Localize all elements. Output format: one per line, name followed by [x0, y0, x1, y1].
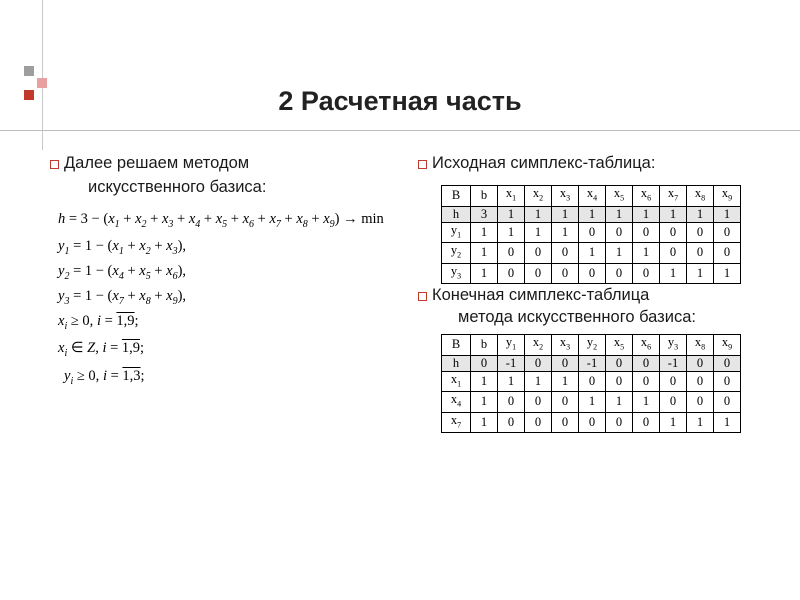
- table-header-cell: $x_9$: [714, 186, 741, 207]
- table-cell: 1: [579, 392, 606, 413]
- table-cell: $x_4$: [442, 392, 471, 413]
- table-cell: 1: [660, 206, 687, 222]
- table-header-cell: $y_2$: [579, 335, 606, 356]
- table-header-cell: $x_9$: [714, 335, 741, 356]
- table-cell: $y_2$: [442, 243, 471, 264]
- table-cell: 1: [471, 243, 498, 264]
- table-header-row: [442, 335, 741, 356]
- table-row: [442, 371, 741, 392]
- table-cell: 0: [525, 243, 552, 264]
- table-header-cell: $x_8$: [687, 186, 714, 207]
- table-header-cell: b: [471, 186, 498, 207]
- corner-decoration: [0, 0, 52, 150]
- table-header-row: [442, 186, 741, 207]
- table-cell: 1: [498, 206, 525, 222]
- table-header-cell: B: [442, 186, 471, 207]
- table-cell: 1: [687, 412, 714, 433]
- final-table-label-line2: метода искусственного базиса:: [458, 308, 696, 326]
- table-cell: 1: [471, 412, 498, 433]
- table-header-cell: $x_4$: [579, 186, 606, 207]
- table-header-cell: $x_6$: [633, 335, 660, 356]
- table-cell: 0: [633, 371, 660, 392]
- table-cell: 1: [633, 392, 660, 413]
- table-cell: 1: [525, 206, 552, 222]
- table-row: [442, 412, 741, 433]
- table-cell: 1: [525, 222, 552, 243]
- decor-square-gray: [24, 66, 34, 76]
- table-cell: 0: [714, 355, 741, 371]
- table-row: [442, 392, 741, 413]
- table-cell: 0: [525, 355, 552, 371]
- formula-y2: $y_2 = 1 - (x_4 + x_5 + x_6)$,: [58, 263, 187, 282]
- table-cell: 1: [579, 206, 606, 222]
- table-header-cell: $x_7$: [660, 186, 687, 207]
- table-cell: 0: [498, 243, 525, 264]
- table-cell: 1: [471, 371, 498, 392]
- table-cell: 0: [714, 222, 741, 243]
- table-cell: 1: [687, 263, 714, 284]
- table-cell: 1: [633, 206, 660, 222]
- table-cell: 0: [498, 263, 525, 284]
- bullet-square-icon: [418, 160, 427, 169]
- table-cell: 1: [525, 371, 552, 392]
- table-header-cell: $x_2$: [525, 335, 552, 356]
- table-cell: 0: [687, 371, 714, 392]
- table-header-cell: B: [442, 335, 471, 356]
- table-cell: 0: [579, 412, 606, 433]
- table-cell: $y_3$: [442, 263, 471, 284]
- table-cell: h: [442, 355, 471, 371]
- table-cell: 0: [525, 263, 552, 284]
- table-cell: 0: [552, 412, 579, 433]
- table-cell: 1: [633, 243, 660, 264]
- left-text-line1: Далее решаем методом: [64, 154, 250, 172]
- table-header-cell: b: [471, 335, 498, 356]
- table-row: [442, 206, 741, 222]
- formula-y3: $y_3 = 1 - (x_7 + x_8 + x_9)$,: [58, 288, 187, 307]
- bullet-square-icon: [418, 292, 427, 301]
- table-cell: 0: [606, 263, 633, 284]
- table-cell: 1: [552, 206, 579, 222]
- table-header-cell: $x_1$: [498, 186, 525, 207]
- table-cell: $x_1$: [442, 371, 471, 392]
- table-cell: 0: [471, 355, 498, 371]
- table-cell: 0: [552, 263, 579, 284]
- table-cell: 1: [471, 263, 498, 284]
- bullet-square-icon: [50, 160, 59, 169]
- table-cell: 0: [552, 355, 579, 371]
- table-header-cell: $x_5$: [606, 335, 633, 356]
- table-cell: 1: [471, 392, 498, 413]
- table-cell: 0: [714, 371, 741, 392]
- table-cell: 1: [714, 206, 741, 222]
- table-cell: 1: [660, 263, 687, 284]
- table-cell: 0: [606, 412, 633, 433]
- table-cell: -1: [579, 355, 606, 371]
- table-cell: 0: [498, 412, 525, 433]
- decor-vertical-line: [42, 0, 43, 150]
- table-header-cell: $x_6$: [633, 186, 660, 207]
- table-cell: 0: [687, 392, 714, 413]
- table-cell: 1: [714, 412, 741, 433]
- table-cell: 1: [687, 206, 714, 222]
- table-cell: 1: [606, 206, 633, 222]
- table-cell: 1: [606, 243, 633, 264]
- table-cell: -1: [498, 355, 525, 371]
- table-cell: 0: [633, 412, 660, 433]
- table-cell: 0: [687, 243, 714, 264]
- table-cell: 0: [579, 263, 606, 284]
- table-cell: 1: [579, 243, 606, 264]
- table-header-cell: $y_3$: [660, 335, 687, 356]
- initial-simplex-table: [441, 185, 741, 284]
- table-cell: 0: [498, 392, 525, 413]
- table-cell: 0: [579, 371, 606, 392]
- formula-constraint-integer: $x_i$ ∈ Z, i = 1,9;: [58, 340, 145, 359]
- final-table-label-line1: Конечная симплекс-таблица: [432, 286, 650, 304]
- table-cell: 0: [606, 222, 633, 243]
- formula-constraint-y: $y_i \ge 0$, i = 1,3;: [64, 368, 145, 387]
- table-cell: 0: [552, 243, 579, 264]
- table-cell: $x_7$: [442, 412, 471, 433]
- table-cell: -1: [660, 355, 687, 371]
- table-cell: 1: [498, 371, 525, 392]
- table-cell: 0: [525, 412, 552, 433]
- table-cell: 0: [660, 222, 687, 243]
- formula-y1: $y_1 = 1 - (x_1 + x_2 + x_3)$,: [58, 238, 187, 257]
- table-cell: 1: [606, 392, 633, 413]
- table-cell: 0: [687, 355, 714, 371]
- table-cell: 0: [633, 263, 660, 284]
- table-cell: 0: [714, 243, 741, 264]
- table-header-cell: $x_8$: [687, 335, 714, 356]
- table-cell: 0: [633, 222, 660, 243]
- table-cell: 1: [471, 222, 498, 243]
- table-row: [442, 222, 741, 243]
- table-header-cell: $x_3$: [552, 335, 579, 356]
- table-row: [442, 243, 741, 264]
- table-cell: 1: [714, 263, 741, 284]
- slide-title: 2 Расчетная часть: [278, 86, 522, 116]
- table-cell: 0: [660, 243, 687, 264]
- table-cell: 1: [552, 222, 579, 243]
- table-cell: 1: [552, 371, 579, 392]
- table-cell: 0: [687, 222, 714, 243]
- table-cell: 0: [606, 355, 633, 371]
- table-cell: 0: [660, 392, 687, 413]
- table-cell: 1: [660, 412, 687, 433]
- table-cell: 0: [579, 222, 606, 243]
- table-header-cell: $x_5$: [606, 186, 633, 207]
- initial-table-label: Исходная симплекс-таблица:: [432, 154, 656, 172]
- table-header-cell: $y_1$: [498, 335, 525, 356]
- formula-objective: $h = 3 - (x_1 + x_2 + x_3 + x_4 + x_5 + x_6 + x_7 + x_8 + x_9) \to \min$: [58, 211, 384, 230]
- table-cell: 0: [525, 392, 552, 413]
- table-cell: 3: [471, 206, 498, 222]
- table-row: [442, 263, 741, 284]
- left-text-line2: искусственного базиса:: [88, 178, 267, 196]
- table-row: [442, 355, 741, 371]
- table-cell: 0: [606, 371, 633, 392]
- final-simplex-table: [441, 334, 741, 433]
- table-cell: $y_1$: [442, 222, 471, 243]
- table-header-cell: $x_3$: [552, 186, 579, 207]
- table-cell: 0: [660, 371, 687, 392]
- title-divider: [0, 130, 800, 131]
- table-cell: 0: [714, 392, 741, 413]
- table-cell: 1: [498, 222, 525, 243]
- table-header-cell: $x_2$: [525, 186, 552, 207]
- table-cell: 0: [552, 392, 579, 413]
- formula-constraint-nonneg: $x_i \ge 0$, i = 1,9;: [58, 313, 139, 332]
- table-cell: 0: [633, 355, 660, 371]
- table-cell: h: [442, 206, 471, 222]
